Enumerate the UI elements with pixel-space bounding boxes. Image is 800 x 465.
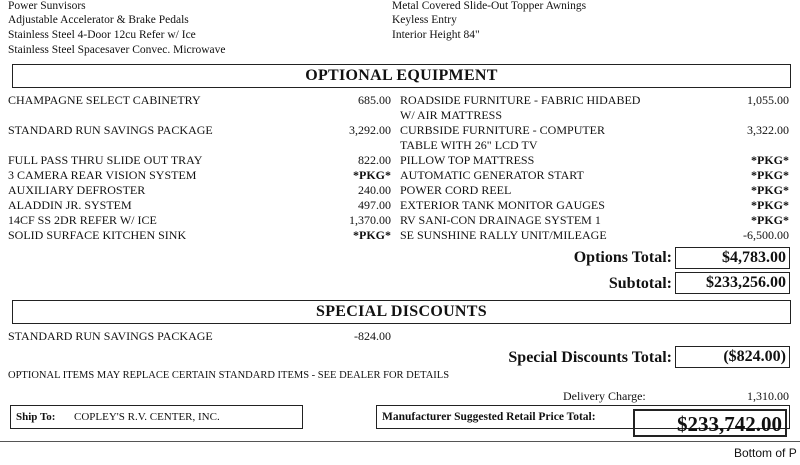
option-price: 3,292.00 xyxy=(349,123,391,137)
option-price: -6,500.00 xyxy=(743,228,789,242)
option-name: EXTERIOR TANK MONITOR GAUGES xyxy=(400,198,605,212)
option-price: 822.00 xyxy=(358,153,391,167)
standard-item: Stainless Steel 4-Door 12cu Refer w/ Ice xyxy=(8,29,196,41)
special-discounts-header: SPECIAL DISCOUNTS xyxy=(12,300,791,324)
table-row xyxy=(0,183,800,198)
option-price: *PKG* xyxy=(751,198,789,212)
option-name: 14CF SS 2DR REFER W/ ICE xyxy=(8,213,157,227)
table-row xyxy=(0,329,800,344)
ship-to-value: COPLEY'S R.V. CENTER, INC. xyxy=(74,411,220,423)
standard-item: Metal Covered Slide-Out Topper Awnings xyxy=(392,0,587,12)
divider xyxy=(0,441,800,442)
dealer-note: OPTIONAL ITEMS MAY REPLACE CERTAIN STANDARD ITEMS - SEE DEALER FOR DETAILS xyxy=(8,370,450,381)
option-name: PILLOW TOP MATTRESS xyxy=(400,153,535,167)
table-row xyxy=(0,153,800,168)
option-price: 1,370.00 xyxy=(349,213,391,227)
option-price: *PKG* xyxy=(751,183,789,197)
table-row xyxy=(0,198,800,213)
subtotal-label: Subtotal: xyxy=(608,275,672,292)
standard-item: Power Sunvisors xyxy=(8,0,86,12)
msrp-label: Manufacturer Suggested Retail Price Total: xyxy=(382,411,596,423)
standard-item: Interior Height 84" xyxy=(392,29,480,41)
option-name: 3 CAMERA REAR VISION SYSTEM xyxy=(8,168,197,182)
option-name: AUTOMATIC GENERATOR START xyxy=(400,168,584,182)
table-row xyxy=(0,168,800,183)
option-price: *PKG* xyxy=(353,168,391,182)
standard-item: Keyless Entry xyxy=(392,14,457,26)
option-name: AUXILIARY DEFROSTER xyxy=(8,183,146,197)
subtotal-value: $233,256.00 xyxy=(675,272,790,294)
option-price: 685.00 xyxy=(358,93,391,107)
option-name: RV SANI-CON DRAINAGE SYSTEM 1 xyxy=(400,213,601,227)
ship-to-box xyxy=(10,405,303,429)
option-price: 3,322.00 xyxy=(747,123,789,137)
option-price: 1,055.00 xyxy=(747,93,789,107)
option-name: SE SUNSHINE RALLY UNIT/MILEAGE xyxy=(400,228,607,242)
option-name: FULL PASS THRU SLIDE OUT TRAY xyxy=(8,153,203,167)
option-price: 497.00 xyxy=(358,198,391,212)
option-name: STANDARD RUN SAVINGS PACKAGE xyxy=(8,123,213,137)
table-row xyxy=(0,123,800,138)
ship-to-label: Ship To: xyxy=(16,411,56,423)
option-name: CURBSIDE FURNITURE - COMPUTER xyxy=(400,123,606,137)
optional-equipment-header: OPTIONAL EQUIPMENT xyxy=(12,64,791,88)
option-name: CHAMPAGNE SELECT CABINETRY xyxy=(8,93,201,107)
option-name: ROADSIDE FURNITURE - FABRIC HIDABED xyxy=(400,93,641,107)
option-name: ALADDIN JR. SYSTEM xyxy=(8,198,132,212)
options-total-label: Options Total: xyxy=(573,249,672,266)
discount-price: -824.00 xyxy=(354,329,391,343)
discount-name: STANDARD RUN SAVINGS PACKAGE xyxy=(8,329,213,343)
bottom-of-page-text: Bottom of P xyxy=(734,446,797,460)
delivery-charge-value: 1,310.00 xyxy=(747,389,789,403)
table-row xyxy=(0,213,800,228)
option-name-continued: TABLE WITH 26" LCD TV xyxy=(400,138,538,152)
option-price: 240.00 xyxy=(358,183,391,197)
delivery-charge-label: Delivery Charge: xyxy=(563,389,646,403)
option-price: *PKG* xyxy=(751,213,789,227)
option-price: *PKG* xyxy=(751,153,789,167)
options-total-value: $4,783.00 xyxy=(675,247,790,269)
option-name: SOLID SURFACE KITCHEN SINK xyxy=(8,228,187,242)
option-name-continued: W/ AIR MATTRESS xyxy=(400,108,503,122)
table-row xyxy=(0,93,800,108)
standard-item: Stainless Steel Spacesaver Convec. Microwave xyxy=(8,44,226,56)
msrp-value: $233,742.00 xyxy=(633,409,787,437)
table-row xyxy=(0,228,800,243)
option-price: *PKG* xyxy=(353,228,391,242)
option-name: POWER CORD REEL xyxy=(400,183,512,197)
special-discounts-total-label: Special Discounts Total: xyxy=(508,349,672,366)
special-discounts-total-value: ($824.00) xyxy=(675,346,790,368)
standard-item: Adjustable Accelerator & Brake Pedals xyxy=(8,14,189,26)
option-price: *PKG* xyxy=(751,168,789,182)
